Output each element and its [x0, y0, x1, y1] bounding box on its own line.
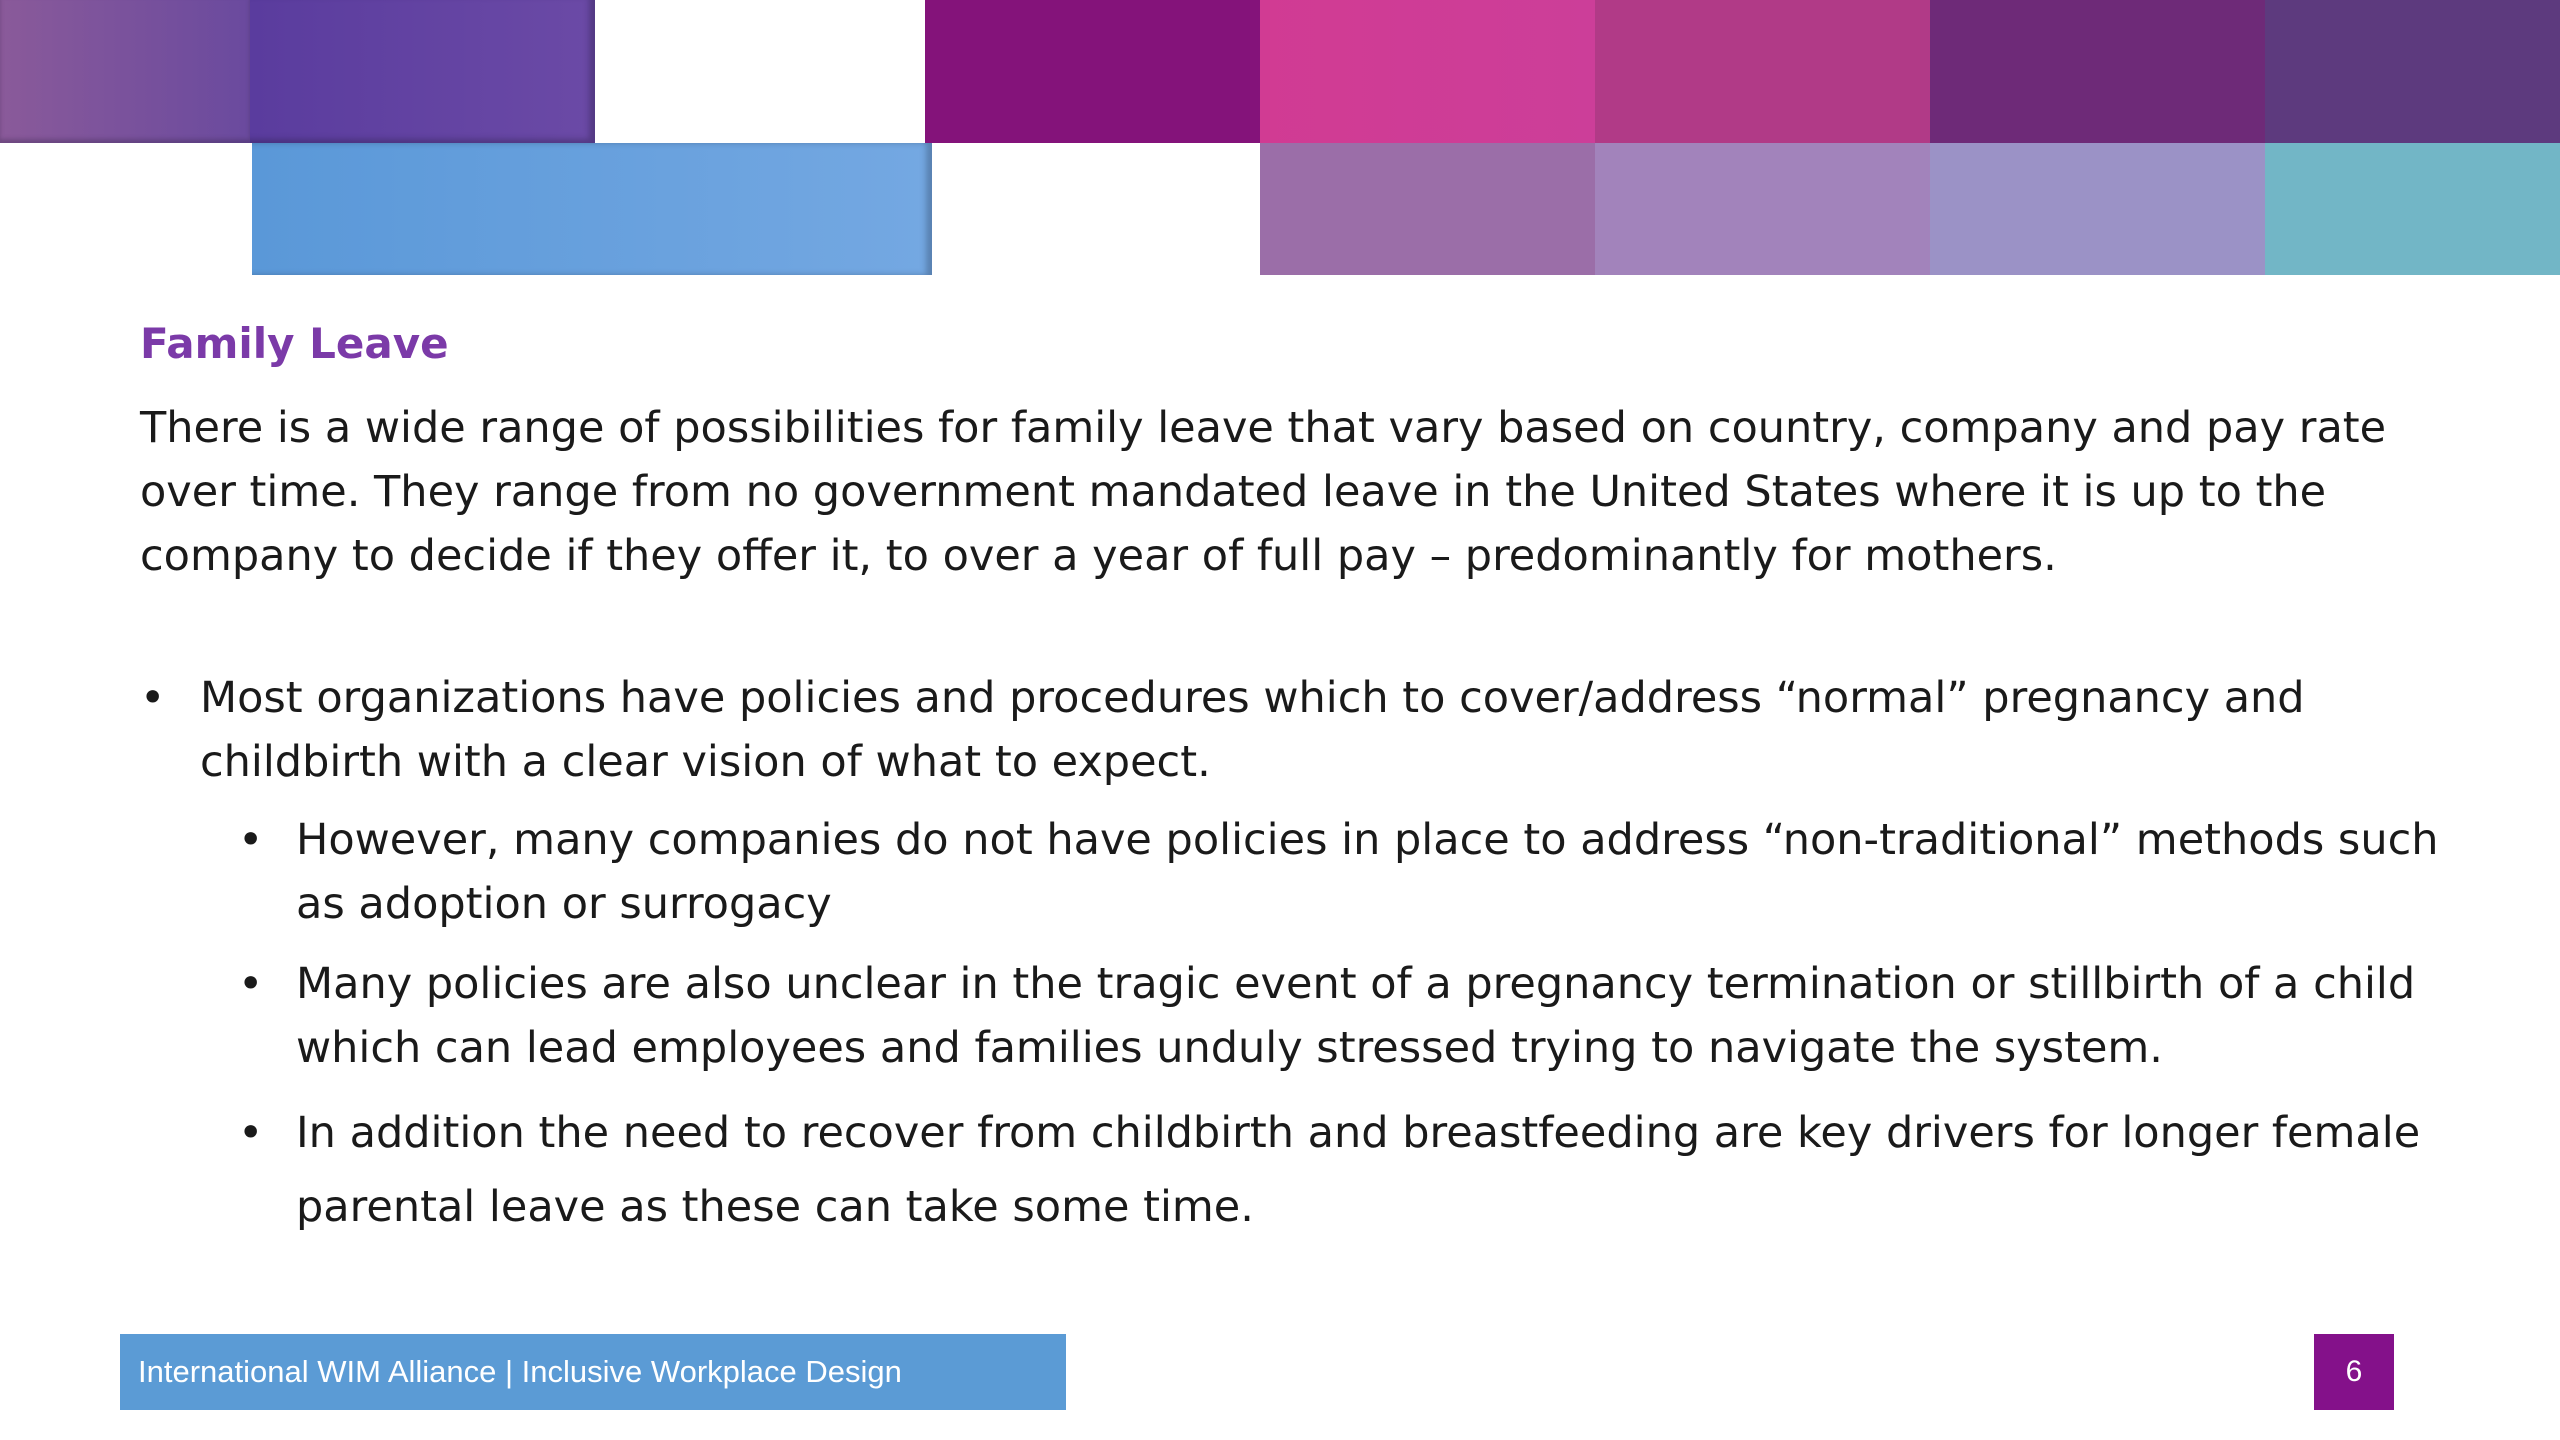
header-tile [925, 0, 1260, 143]
bullet-list [140, 666, 2440, 1244]
bullet-item [140, 666, 2460, 1244]
header-tile [1260, 0, 1595, 143]
header-tile [1260, 143, 1595, 275]
slide-content [140, 312, 2440, 1260]
sub-bullet-item: • In addition the need to recover from childbirth and breastfeeding are key drivers for longer female parental leave as these can take some time. [200, 1096, 2496, 1244]
sub-bullet-list [200, 808, 2460, 1244]
slide-heading: Family Leave [140, 319, 449, 368]
sub-bullet-item: • However, many companies do not have policies in place to address “non-traditional” methods such as adoption or surrogacy [200, 808, 2496, 936]
header-tile [1595, 143, 1930, 275]
header-tile [2265, 143, 2560, 275]
header-tile [252, 143, 932, 275]
header-tile [1595, 0, 1930, 143]
page-number: 6 [2314, 1334, 2394, 1410]
header-tile [1930, 143, 2265, 275]
header-tile [250, 0, 595, 143]
header-tile [2265, 0, 2560, 143]
sub-bullet-item: • Many policies are also unclear in the tragic event of a pregnancy termination or stillbirth of a child which can lead employees and families unduly stressed trying to navigate the system. [200, 952, 2496, 1080]
intro-paragraph: There is a wide range of possibilities for family leave that vary based on country, company and pay rate over time. They range from no government mandated leave in the United States where it is up to the company to decide if they offer it, to over a year of full pay – predominantly for mothers. [140, 403, 2387, 581]
header-tile [1930, 0, 2265, 143]
footer-label: International WIM Alliance | Inclusive Workplace Design [120, 1334, 1066, 1410]
bullet-text: Most organizations have policies and procedures which to cover/address “normal” pregnancy and childbirth with a clear vision of what to expect. [200, 673, 2305, 787]
header-tile [0, 0, 250, 143]
